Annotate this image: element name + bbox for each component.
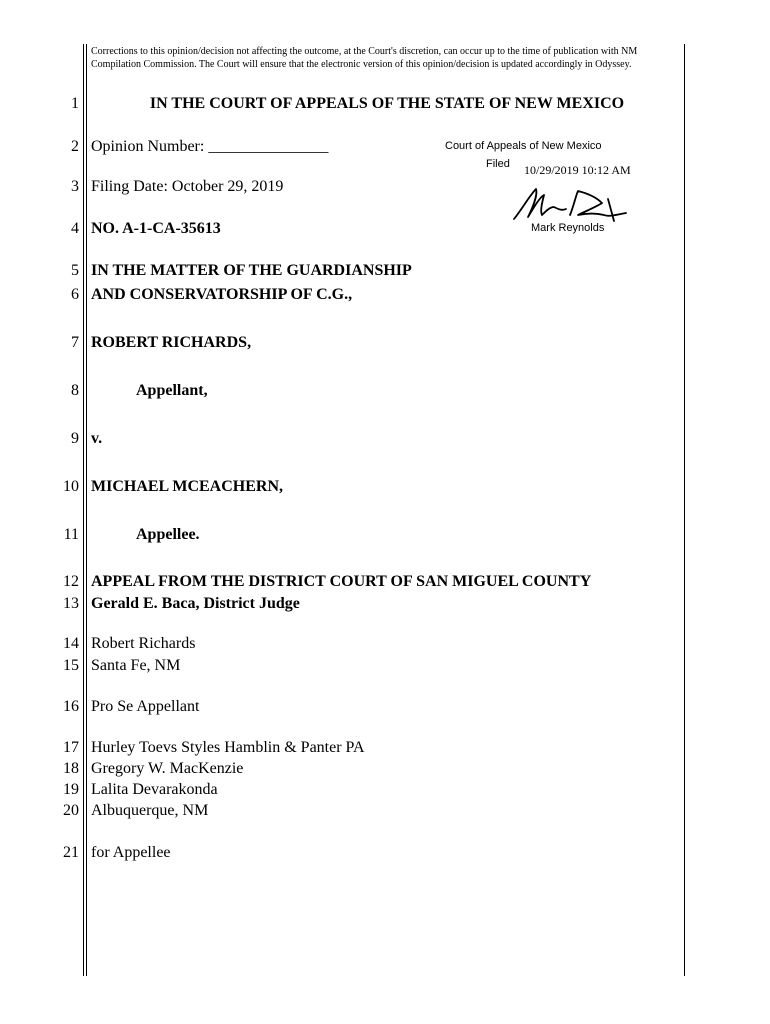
line-number: 19 xyxy=(63,781,79,798)
signature-image xyxy=(508,185,632,225)
line-number: 20 xyxy=(63,802,79,819)
line-number: 16 xyxy=(63,698,79,715)
appeal-source: APPEAL FROM THE DISTRICT COURT OF SAN MIGUEL COUNTY xyxy=(91,573,592,590)
appellant-role: Appellant, xyxy=(136,382,208,399)
counsel-line: Hurley Toevs Styles Hamblin & Panter PA xyxy=(91,739,365,756)
left-margin-rule-inner xyxy=(86,44,87,976)
left-margin-rule xyxy=(83,44,84,976)
appellee-role: Appellee. xyxy=(136,526,200,543)
line-number: 8 xyxy=(71,382,79,399)
stamp-datetime: 10/29/2019 10:12 AM xyxy=(524,163,631,177)
caption-line-2: AND CONSERVATORSHIP OF C.G., xyxy=(91,286,353,303)
stamp-filed-label: Filed xyxy=(486,158,510,170)
counsel-line: Robert Richards xyxy=(91,635,196,652)
counsel-line: for Appellee xyxy=(91,844,171,861)
line-number: 21 xyxy=(63,844,79,861)
line-number: 2 xyxy=(71,138,79,155)
line-number: 4 xyxy=(71,220,79,237)
court-title: IN THE COURT OF APPEALS OF THE STATE OF NEW MEXICO xyxy=(149,95,625,112)
line-number: 10 xyxy=(63,478,79,495)
counsel-line: Albuquerque, NM xyxy=(91,802,209,819)
counsel-line: Gregory W. MacKenzie xyxy=(91,760,244,777)
filing-date: Filing Date: October 29, 2019 xyxy=(91,178,284,195)
line-number: 5 xyxy=(71,262,79,279)
counsel-line: Lalita Devarakonda xyxy=(91,781,218,798)
counsel-line: Pro Se Appellant xyxy=(91,698,200,715)
opinion-number: Opinion Number: _______________ xyxy=(91,138,329,155)
line-number: 6 xyxy=(71,286,79,303)
line-number: 1 xyxy=(71,95,79,112)
appellee-name: MICHAEL MCEACHERN, xyxy=(91,478,284,495)
appellant-name: ROBERT RICHARDS, xyxy=(91,334,252,351)
case-number: NO. A-1-CA-35613 xyxy=(91,220,221,237)
line-number: 9 xyxy=(71,430,79,447)
line-number: 14 xyxy=(63,635,79,652)
line-number: 18 xyxy=(63,760,79,777)
stamp-signer-name: Mark Reynolds xyxy=(531,222,605,234)
line-number: 3 xyxy=(71,178,79,195)
line-number: 11 xyxy=(63,526,79,543)
district-judge: Gerald E. Baca, District Judge xyxy=(91,595,300,612)
counsel-line: Santa Fe, NM xyxy=(91,657,181,674)
line-number: 12 xyxy=(63,573,79,590)
line-number: 7 xyxy=(71,334,79,351)
line-number: 13 xyxy=(63,595,79,612)
corrections-notice: Corrections to this opinion/decision not affecting the outcome, at the Court's discretion, can occur up to the time of publication with NM Compilation Commission. The Court will ensure that the electronic version of this opinion/decision is updated accordingly in Odyssey. xyxy=(91,46,638,70)
line-number: 17 xyxy=(63,739,79,756)
stamp-court-name: Court of Appeals of New Mexico xyxy=(445,140,602,152)
caption-line-1: IN THE MATTER OF THE GUARDIANSHIP xyxy=(91,262,412,279)
right-margin-rule xyxy=(684,44,685,976)
line-number: 15 xyxy=(63,657,79,674)
versus: v. xyxy=(91,430,103,447)
